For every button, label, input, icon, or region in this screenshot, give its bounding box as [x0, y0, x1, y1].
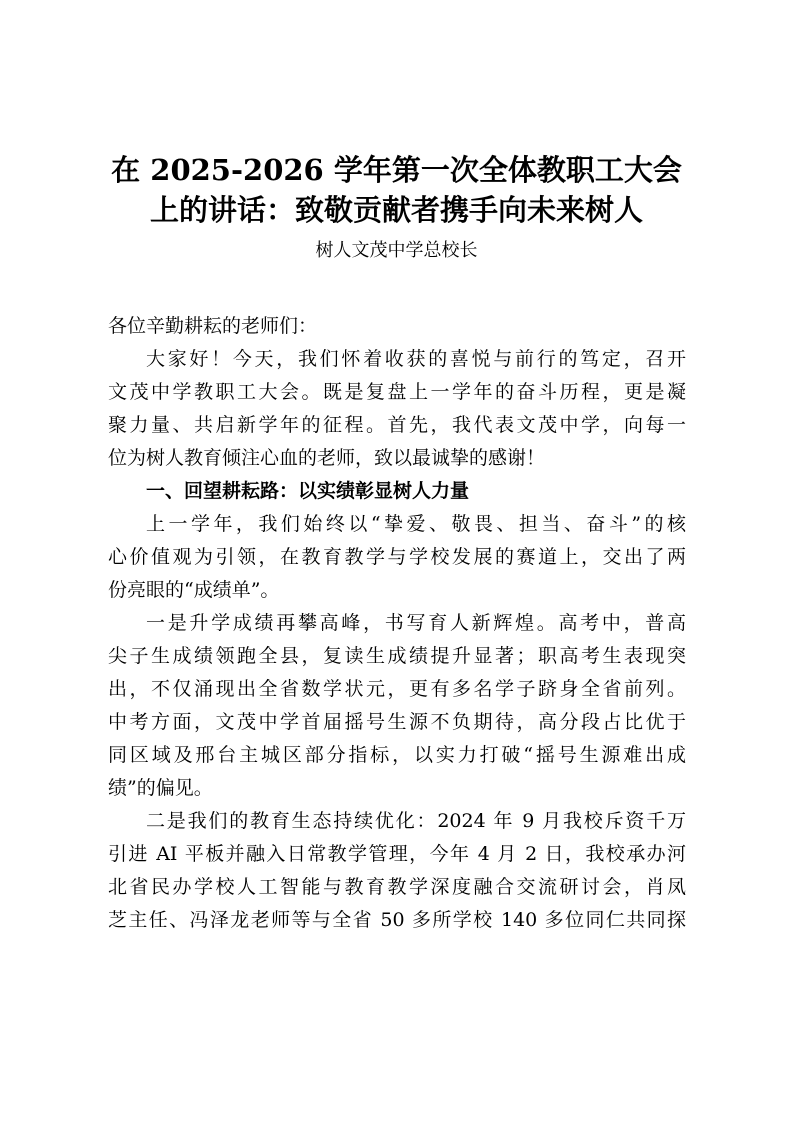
- paragraph-4-line-4: 芝主任、冯泽龙老师等与全省 50 多所学校 140 多位同仁共同探: [108, 909, 686, 931]
- paragraph-2-line-1: 上一学年，我们始终以“挚爱、敬畏、担当、奋斗”的核: [146, 513, 686, 535]
- paragraph-3-line-2: 尖子生成绩领跑全县，复读生成绩提升显著；职高考生表现突: [108, 645, 686, 667]
- paragraph-4-line-2: 引进 AI 平板并融入日常教学管理，今年 4 月 2 日，我校承办河: [108, 843, 686, 865]
- paragraph-2-line-3: 份亮眼的“成绩单”。: [108, 579, 280, 601]
- paragraph-1-line-2: 文茂中学教职工大会。既是复盘上一学年的奋斗历程，更是凝: [108, 381, 686, 403]
- paragraph-3-line-4: 中考方面，文茂中学首届摇号生源不负期待，高分段占比优于: [108, 711, 686, 733]
- paragraph-3-line-5: 同区域及邢台主城区部分指标，以实力打破“摇号生源难出成: [108, 744, 686, 766]
- section-1-heading: 一、回望耕耘路：以实绩彰显树人力量: [146, 480, 470, 502]
- document-author: 树人文茂中学总校长: [315, 240, 478, 261]
- paragraph-4-line-1: 二是我们的教育生态持续优化：2024 年 9 月我校斥资千万: [146, 810, 686, 832]
- document-title-line-1: 在 2025-2026 学年第一次全体教职工大会: [111, 153, 682, 187]
- paragraph-1-line-3: 聚力量、共启新学年的征程。首先，我代表文茂中学，向每一: [108, 414, 686, 436]
- paragraph-3-line-3: 出，不仅涌现出全省数学状元，更有多名学子跻身全省前列。: [108, 678, 686, 700]
- paragraph-3-line-1: 一是升学成绩再攀高峰，书写育人新辉煌。高考中，普高: [146, 612, 686, 634]
- paragraph-1-line-1: 大家好！今天，我们怀着收获的喜悦与前行的笃定，召开: [146, 348, 686, 370]
- document-body: [108, 310, 686, 937]
- document-title-line-2: 上的讲话：致敬贡献者携手向未来树人: [149, 193, 643, 227]
- paragraph-1-line-4: 位为树人教育倾注心血的老师，致以最诚挚的感谢！: [108, 447, 546, 469]
- paragraph-2-line-2: 心价值观为引领，在教育教学与学校发展的赛道上，交出了两: [108, 546, 686, 568]
- salutation: 各位辛勤耕耘的老师们：: [108, 315, 318, 337]
- paragraph-3-line-6: 绩”的偏见。: [108, 777, 213, 799]
- paragraph-4-line-3: 北省民办学校人工智能与教育教学深度融合交流研讨会，肖凤: [108, 876, 686, 898]
